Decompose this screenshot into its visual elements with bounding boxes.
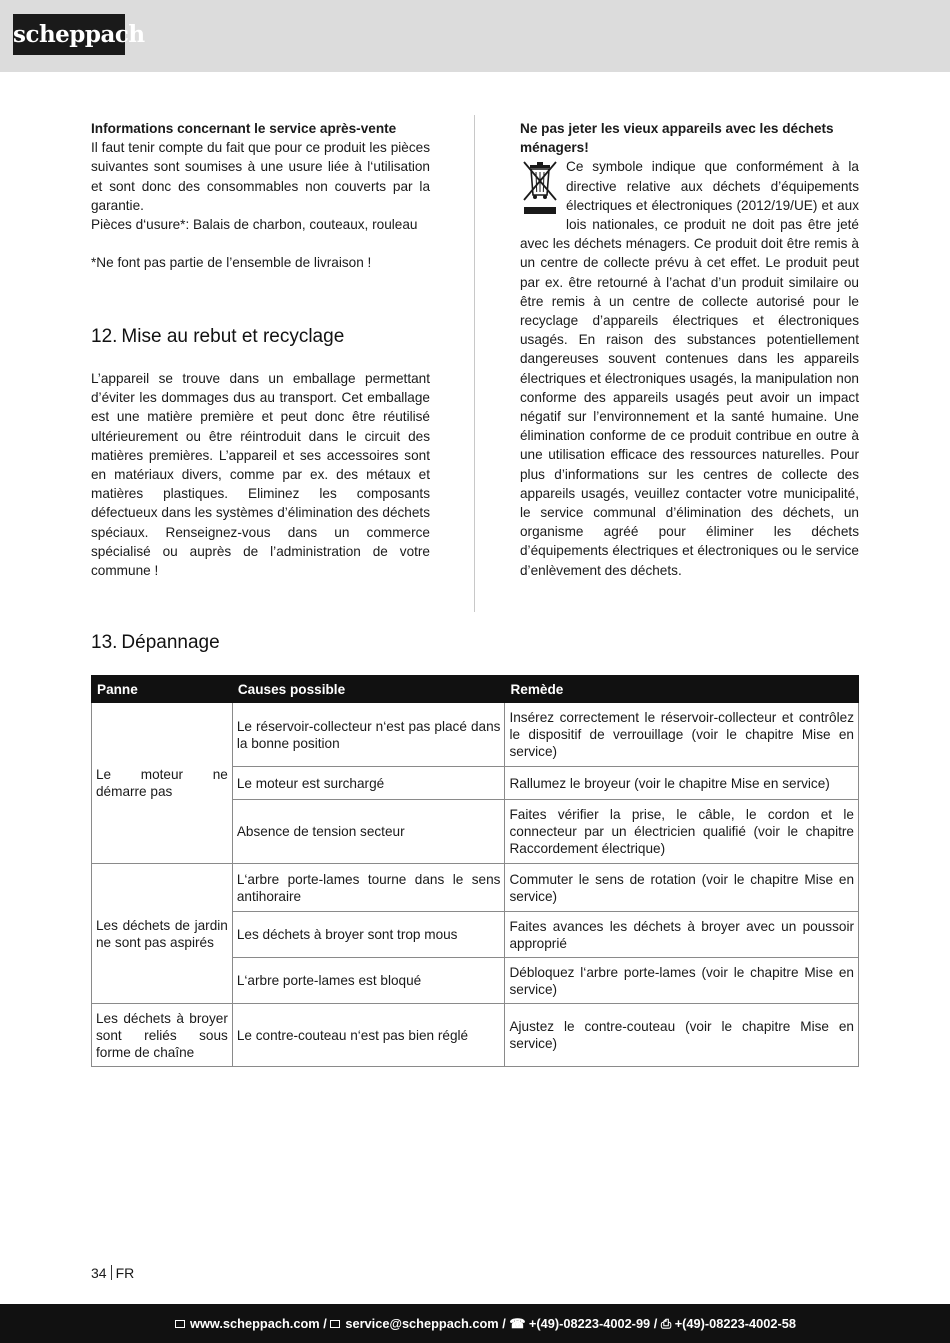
cause-cell: Les déchets à broyer sont trop mous <box>232 912 505 958</box>
wear-parts-paragraph: Pièces d‘usure*: Balais de charbon, couteaux, rouleau <box>91 217 418 233</box>
remede-cell: Commuter le sens de rotation (voir le chapitre Mise en service) <box>505 864 859 912</box>
footer-separator: / <box>323 1316 327 1331</box>
table-header-row <box>92 676 859 703</box>
footer-separator: / <box>502 1316 506 1331</box>
footer-fax: +(49)-08223-4002-58 <box>674 1316 796 1331</box>
service-paragraph: Il faut tenir compte du fait que pour ce produit les pièces suivantes sont soumises à une usure liée à l‘utilisation et sont donc des consommables non couverts par la garantie. <box>91 140 430 213</box>
table-row <box>92 703 859 767</box>
cause-cell: Absence de tension secteur <box>232 800 505 864</box>
remede-cell: Rallumez le broyeur (voir le chapitre Mise en service) <box>505 767 859 800</box>
cause-cell: Le contre-couteau n‘est pas bien réglé <box>232 1004 505 1067</box>
column-header-causes: Causes possible <box>232 676 505 703</box>
page-number-value: 34 <box>91 1265 107 1281</box>
section-13-number: 13. <box>91 632 118 653</box>
cause-cell: Le réservoir-collecteur n‘est pas placé dans la bonne position <box>232 703 505 767</box>
computer-icon <box>175 1320 185 1328</box>
page-language: FR <box>115 1265 135 1281</box>
disposal-text <box>91 369 430 580</box>
left-column <box>91 119 430 273</box>
table-row <box>92 864 859 912</box>
column-header-panne: Panne <box>92 676 233 703</box>
fax-icon: ⎙ <box>660 1316 672 1331</box>
scheppach-logo: scheppach <box>13 14 125 55</box>
column-divider <box>474 115 475 612</box>
crossed-out-bin-icon <box>520 159 560 217</box>
section-12-number: 12. <box>91 326 118 347</box>
cause-cell: L‘arbre porte-lames est bloqué <box>232 958 505 1004</box>
page-footer <box>0 1304 950 1343</box>
right-column <box>520 119 859 580</box>
remede-cell: Ajustez le contre-couteau (voir le chapitre Mise en service) <box>505 1004 859 1067</box>
footer-website[interactable]: www.scheppach.com <box>189 1316 320 1331</box>
service-heading: Informations concernant le service après-vente <box>91 121 397 136</box>
page-number <box>91 1265 134 1281</box>
section-12-title <box>91 326 344 348</box>
weee-heading: Ne pas jeter les vieux appareils avec les déchets ménagers! <box>520 121 834 156</box>
table-row <box>92 1004 859 1067</box>
disposal-paragraph: L’appareil se trouve dans un emballage permettant d’éviter les dommages dus au transport. Cet emballage est une matière première et peut donc être réutilisé ultérieurement ou être réintroduit dans le circuit des matières premières. L’appareil et ses accessoires sont en matériaux divers, comme par ex. des métaux et matières plastiques. Eliminez les composants défectueux dans les systèmes d’élimination des déchets spéciaux. Renseignez-vous dans un commerce spécialisé ou auprès de l’administration de votre commune ! <box>91 371 430 579</box>
cause-cell: Le moteur est surchargé <box>232 767 505 800</box>
mail-icon <box>330 1320 340 1328</box>
footer-phone: +(49)-08223-4002-99 <box>528 1316 651 1331</box>
remede-cell: Insérez correctement le réservoir-collecteur et contrôlez le dispositif de verrouillage (voir le chapitre Mise en service) <box>505 703 859 767</box>
remede-cell: Faites vérifier la prise, le câble, le cordon et le connecteur par un électricien qualifié (voir le chapitre Raccordement électrique) <box>505 800 859 864</box>
footer-separator: / <box>653 1316 658 1331</box>
page-header <box>0 0 950 72</box>
remede-cell: Débloquez l‘arbre porte-lames (voir le chapitre Mise en service) <box>505 958 859 1004</box>
section-13-title <box>91 632 220 654</box>
panne-cell: Le moteur ne démarre pas <box>92 703 233 864</box>
panne-cell: Les déchets de jardin ne sont pas aspirés <box>92 864 233 1004</box>
panne-cell: Les déchets à broyer sont reliés sous forme de chaîne <box>92 1004 233 1067</box>
troubleshooting-table <box>91 675 859 1067</box>
column-header-remede: Remède <box>505 676 859 703</box>
page-number-divider <box>111 1265 112 1280</box>
section-12-label: Mise au rebut et recyclage <box>121 326 345 347</box>
footer-email[interactable]: service@scheppach.com <box>345 1316 499 1331</box>
remede-cell: Faites avances les déchets à broyer avec un poussoir approprié <box>505 912 859 958</box>
cause-cell: L‘arbre porte-lames tourne dans le sens antihoraire <box>232 864 505 912</box>
weee-paragraph: Ce symbole indique que conformément à la directive relative aux déchets d’équipements électriques et électroniques (2012/19/UE) et aux lois nationales, ce produit ne doit pas être jeté avec les déchets ménagers. Ce produit doit être remis à un centre de collecte prévu à cet effet. Le produit peut par ex. être retourné à l’achat d’un produit similaire ou être remis à un centre de collecte autorisé pour le recyclage d’appareils électriques et électroniques usagés. En raison des substances potentiellement dangereuses souvent contenues dans les appareils électriques et électroniques usagés, la manipulation non conforme des appareils usagés peut avoir un impact négatif sur l’environnement et la santé humaine. Une élimination conforme de ce produit contribue en outre à une utilisation efficace des ressources naturelles. Pour plus d’informations sur les centres de collecte des appareils usagés, veuillez contacter votre municipalité, le service communal d’élimination des déchets, un organisme agréé pour éliminer les déchets d’équipements électriques et électroniques ou le service d’enlèvement des déchets. <box>520 159 859 578</box>
phone-icon: ☎ <box>509 1316 526 1331</box>
section-13-label: Dépannage <box>121 632 220 653</box>
delivery-note: *Ne font pas partie de l’ensemble de livraison ! <box>91 255 372 271</box>
